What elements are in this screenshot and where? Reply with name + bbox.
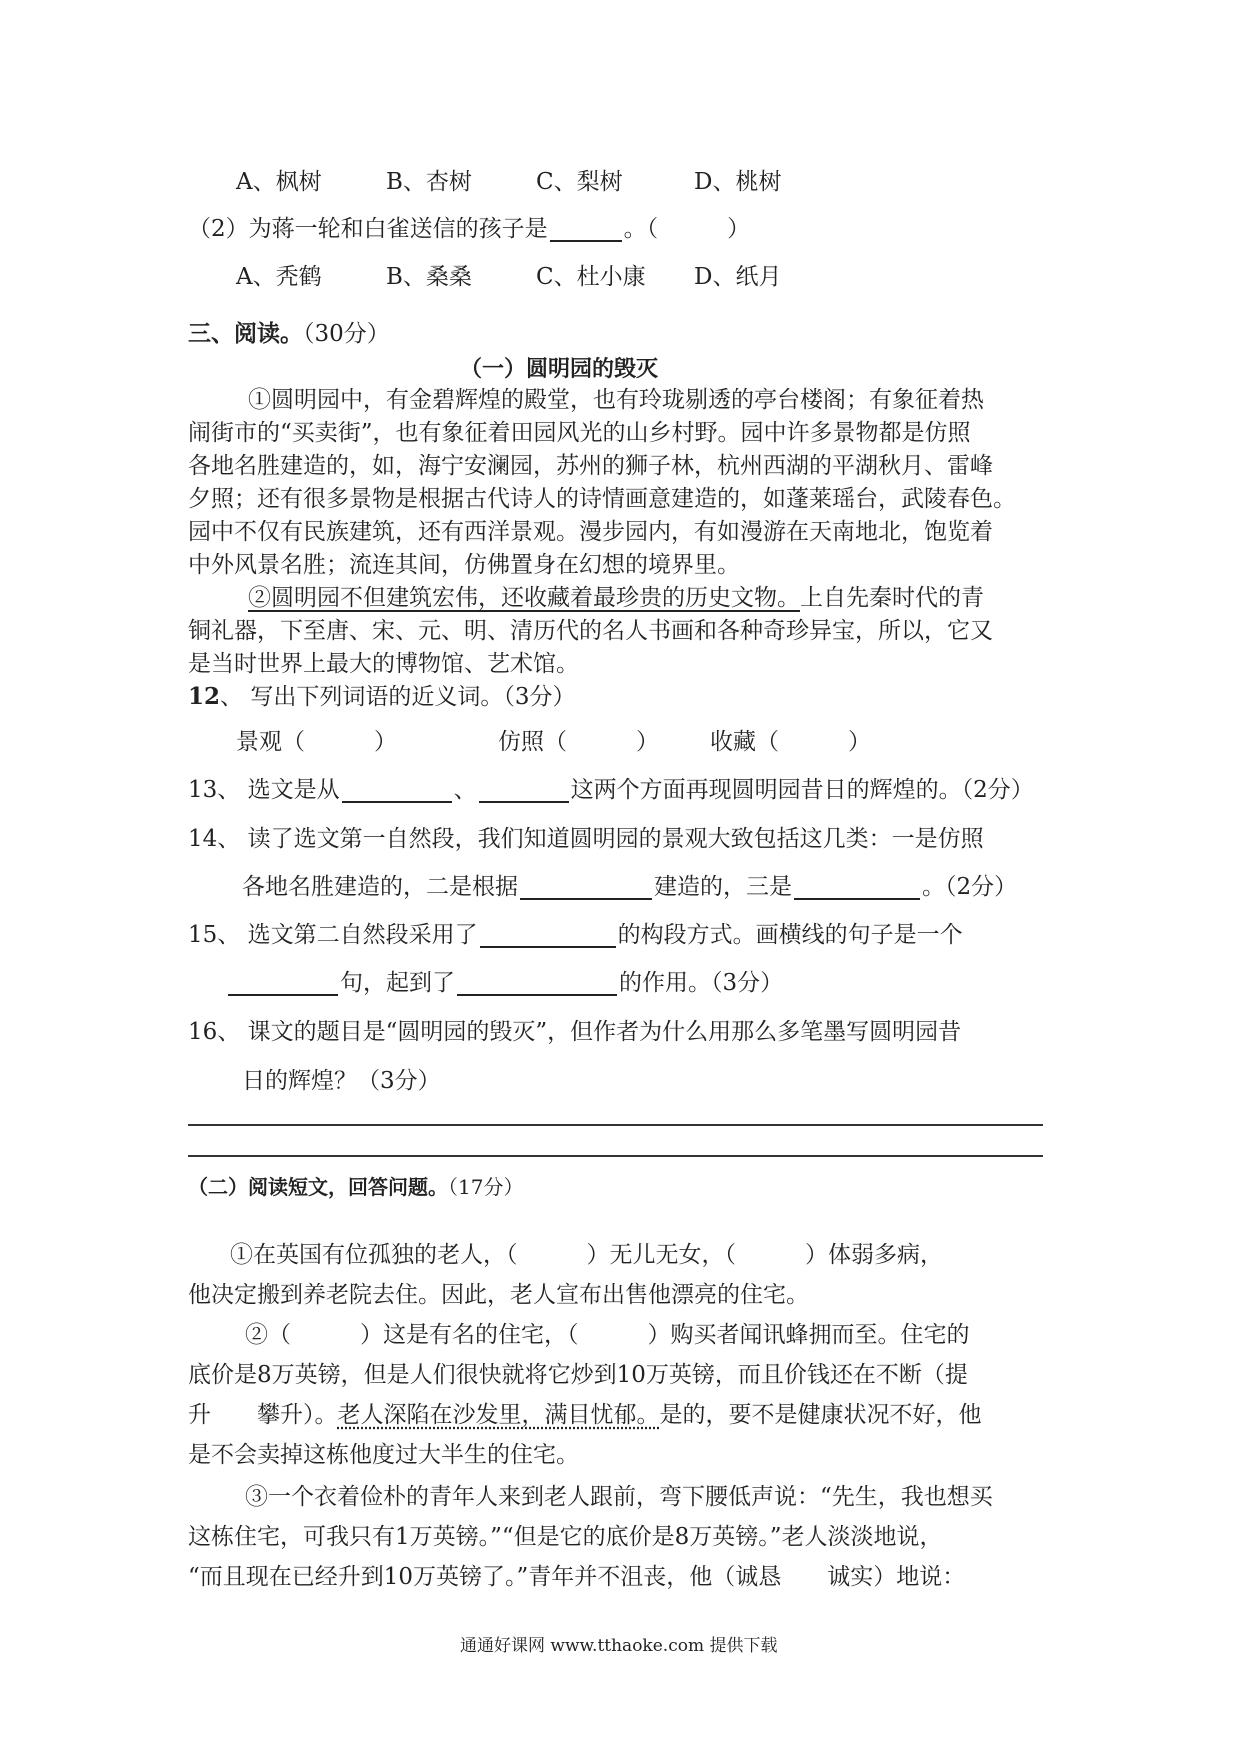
passage-text: 是的，要不是健康状况不好，他 xyxy=(659,1402,982,1428)
question-2-text: （2）为蒋一轮和白雀送信的孩子是 xyxy=(188,216,548,242)
passage-line: 铜礼器，下至唐、宋、元、明、清历代的名人书画和各种奇珍异宝，所以，它又 xyxy=(188,618,993,644)
answer-blank[interactable] xyxy=(228,968,338,996)
question-16-line-2: 日的辉煌？（3分） xyxy=(242,1068,441,1094)
word-2: 仿照（ ） xyxy=(498,729,659,755)
answer-blank[interactable] xyxy=(457,968,617,996)
question-15-line-1 xyxy=(188,918,963,952)
passage-line: ②（ ）这是有名的住宅，（ ）购买者闻讯蜂拥而至。住宅的 xyxy=(245,1322,970,1348)
section-b-heading xyxy=(188,1170,523,1204)
answer-line[interactable] xyxy=(188,1155,1043,1157)
question-text: 各地名胜建造的，二是根据 xyxy=(242,874,518,900)
passage-line: ①在英国有位孤独的老人，（ ）无儿无女，（ ）体弱多病， xyxy=(230,1242,943,1268)
question-13 xyxy=(188,773,1034,807)
question-2-paren: 。（ ） xyxy=(623,216,751,242)
underlined-sentence: ②圆明园不但建筑宏伟，还收藏着最珍贵的历史文物。 xyxy=(248,585,800,611)
passage-line xyxy=(188,1398,982,1432)
section-title: 三、阅读。 xyxy=(188,320,303,347)
question-number: 12 xyxy=(188,683,221,710)
section-score: （30分） xyxy=(303,321,390,347)
word-1: 景观（ ） xyxy=(236,729,397,755)
passage-line: “而且现在已经升到10万英镑了。”青年并不沮丧，他（诚恳 诚实）地说： xyxy=(188,1564,966,1590)
answer-blank[interactable] xyxy=(479,775,569,803)
passage-text: 升 攀升）。 xyxy=(188,1402,338,1428)
passage-line: 是当时世界上最大的博物馆、艺术馆。 xyxy=(188,651,579,677)
passage-title: （一）圆明园的毁灭 xyxy=(460,356,659,382)
answer-blank[interactable] xyxy=(794,872,920,900)
answer-blank[interactable] xyxy=(550,214,622,242)
section-score: （17分） xyxy=(448,1175,524,1199)
option-c: C、杜小康 xyxy=(536,264,646,290)
question-16-line-1: 16、 课文的题目是“圆明园的毁灭”，但作者为什么用那么多笔墨写圆明园昔 xyxy=(188,1019,962,1045)
question-text: 的作用。（3分） xyxy=(619,970,784,996)
answer-blank[interactable] xyxy=(342,775,452,803)
question-text: 、 写出下列词语的近义词。（3分） xyxy=(220,684,576,710)
dotted-underlined-sentence: 老人深陷在沙发里，满目忧郁。 xyxy=(337,1402,660,1428)
answer-line[interactable] xyxy=(188,1124,1043,1126)
question-14-line-2 xyxy=(242,870,1017,904)
answer-blank[interactable] xyxy=(480,920,616,948)
passage-line: 各地名胜建造的，如，海宁安澜园，苏州的狮子林，杭州西湖的平湖秋月、雷峰 xyxy=(188,453,993,479)
passage-line: 中外风景名胜；流连其间，仿佛置身在幻想的境界里。 xyxy=(188,552,740,578)
question-15-line-2 xyxy=(226,966,783,1000)
question-2 xyxy=(188,212,750,246)
question-text: 13、 选文是从 xyxy=(188,777,340,803)
section-title: （二）阅读短文，回答问题。 xyxy=(188,1175,448,1199)
passage-line: 园中不仅有民族建筑，还有西洋景观。漫步园内，有如漫游在天南地北，饱览着 xyxy=(188,519,993,545)
question-text: 15、 选文第二自然段采用了 xyxy=(188,922,478,948)
passage-line: 这栋住宅，可我只有1万英镑。”“但是它的底价是8万英镑。”老人淡淡地说， xyxy=(188,1524,943,1550)
option-d: D、桃树 xyxy=(694,169,782,195)
option-d: D、纸月 xyxy=(694,264,782,290)
passage-line: ③一个衣着俭朴的青年人来到老人跟前，弯下腰低声说：“先生，我也想买 xyxy=(245,1484,993,1510)
passage-text: 上自先秦时代的青 xyxy=(800,585,984,611)
passage-line xyxy=(248,581,984,615)
option-a: A、枫树 xyxy=(236,169,322,195)
question-12 xyxy=(188,680,575,714)
question-text: 建造的，三是 xyxy=(654,874,792,900)
passage-line: 底价是8万英镑，但是人们很快就将它炒到10万英镑，而且价钱还在不断（提 xyxy=(188,1362,968,1388)
question-text: 的构段方式。画横线的句子是一个 xyxy=(617,922,963,948)
question-text: 句，起到了 xyxy=(340,970,455,996)
question-text: 这两个方面再现圆明园昔日的辉煌的。（2分） xyxy=(570,777,1034,803)
word-3: 收藏（ ） xyxy=(710,729,871,755)
question-text: 、 xyxy=(453,777,477,803)
option-b: B、杏树 xyxy=(386,169,472,195)
passage-line: ①圆明园中，有金碧辉煌的殿堂，也有玲珑剔透的亭台楼阁；有象征着热 xyxy=(248,387,984,413)
passage-line: 闹街市的“买卖街”，也有象征着田园风光的山乡村野。园中许多景物都是仿照 xyxy=(188,420,971,446)
passage-line: 夕照；还有很多景物是根据古代诗人的诗情画意建造的，如蓬莱瑶台，武陵春色。 xyxy=(188,486,1016,512)
section-heading xyxy=(188,317,390,351)
passage-line: 他决定搬到养老院去住。因此，老人宣布出售他漂亮的住宅。 xyxy=(188,1282,809,1308)
option-a: A、秃鹤 xyxy=(236,264,322,290)
option-c: C、梨树 xyxy=(536,169,623,195)
passage-line: 是不会卖掉这栋他度过大半生的住宅。 xyxy=(188,1442,579,1468)
question-14-line-1: 14、 读了选文第一自然段，我们知道圆明园的景观大致包括这几类：一是仿照 xyxy=(188,826,984,852)
answer-blank[interactable] xyxy=(520,872,652,900)
question-text: 。（2分） xyxy=(922,874,1018,900)
option-b: B、桑桑 xyxy=(386,264,472,290)
page-footer: 通通好课网 www.tthaoke.com 提供下载 xyxy=(460,1636,778,1656)
